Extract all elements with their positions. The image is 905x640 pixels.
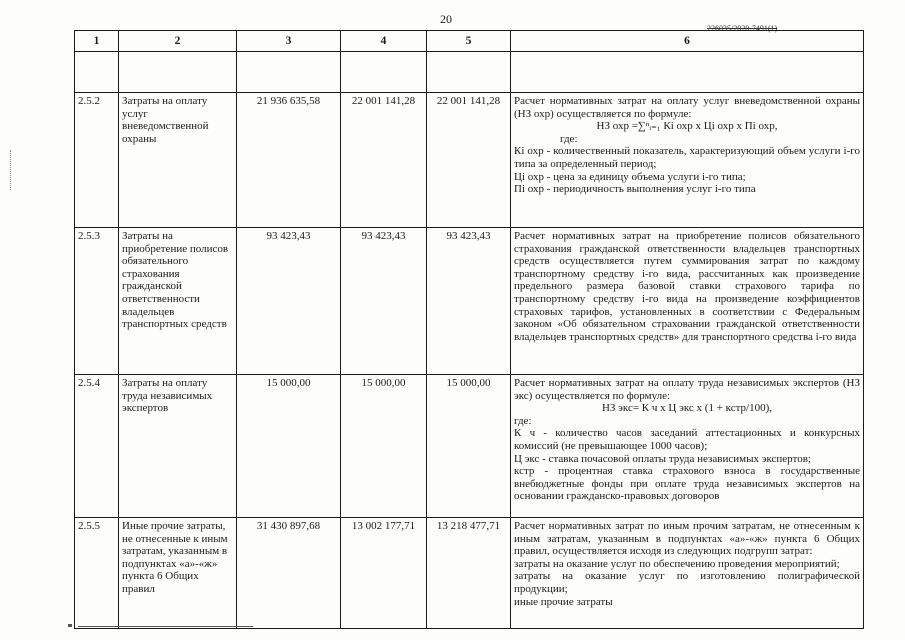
header-col-1: 1 <box>75 31 119 52</box>
header-col-4: 4 <box>341 31 427 52</box>
table-row <box>75 375 864 518</box>
description-item: Цi охр - цена за единицу объема услуги i-го типа; <box>514 170 746 183</box>
scan-margin-marks <box>10 150 13 190</box>
row-value-1: 93 423,43 <box>237 228 341 375</box>
row-name: Затраты на оплату труда независимых экспертов <box>119 375 237 518</box>
expenses-table <box>74 30 864 629</box>
header-col-3: 3 <box>237 31 341 52</box>
row-description <box>511 93 864 228</box>
description-intro: Расчет нормативных затрат по иным прочим затратам, не отнесенным к иным затратам, указанным в подпунктах «а»-«ж» пункта 6 Общих правил, осуществляется исходя из следующих подгрупп затрат: <box>514 520 860 558</box>
footnote-rule <box>78 626 253 627</box>
description-item: иные прочие затраты <box>514 595 613 608</box>
row-description <box>511 518 864 629</box>
description-formula: НЗ экс= К ч х Ц экс х (1 + кстр/100), <box>601 402 773 415</box>
row-name: Затраты на приобретение полисов обязательного страхования гражданской ответственности владельцев транспортных средств <box>119 228 237 375</box>
row-code: 2.5.4 <box>75 375 119 518</box>
description-item: затраты на оказание услуг по изготовлению полиграфической продукции; <box>514 570 860 595</box>
description-item: затраты на оказание услуг по обеспечению проведения мероприятий; <box>514 557 840 570</box>
description-intro: Расчет нормативных затрат на оплату труда независимых экспертов (НЗ экс) осуществляется по формуле: <box>514 377 860 402</box>
row-code: 2.5.5 <box>75 518 119 629</box>
row-value-1: 21 936 635,58 <box>237 93 341 228</box>
document-id: 226035/2020-7491(1) <box>707 24 778 33</box>
header-row <box>75 31 864 52</box>
header-col-5: 5 <box>427 31 511 52</box>
table-row <box>75 228 864 375</box>
page-number: 20 <box>440 12 452 26</box>
description-intro: Расчет нормативных затрат на приобретение полисов обязательного страхования гражданской ответственности владельцев транспортных средств осуществляется путем суммирования затрат по каждому транспортному средству i-го вида, рассчитанных как произведение предельного размера базовой ставки страхового тарифа по транспортному средству i-го вида на произведение коэффициентов страховых тарифов, установленных в соответствии с Федеральным законом «Об обязательном страховании гражданской ответственности владельцев транспортных средств» для транспортного средства i-го вида <box>514 230 860 343</box>
row-value-2: 22 001 141,28 <box>341 93 427 228</box>
row-value-2: 13 002 177,71 <box>341 518 427 629</box>
row-description <box>511 375 864 518</box>
description-formula: НЗ охр =∑ⁿᵢ₌₁ Кi охр х Цi охр х Пi охр, <box>596 120 778 133</box>
description-item: К ч - количество часов заседаний аттестационных и конкурсных комиссий (не превышающее 1000 часов); <box>514 427 860 452</box>
scan-artifact <box>68 624 72 627</box>
row-value-1: 15 000,00 <box>237 375 341 518</box>
description-item: Кi охр - количественный показатель, характеризующий объем услуги i-го типа за определенный период; <box>514 145 860 170</box>
description-where: где: <box>514 414 532 427</box>
description-where: где: <box>560 132 578 145</box>
row-value-1: 31 430 897,68 <box>237 518 341 629</box>
row-value-3: 13 218 477,71 <box>427 518 511 629</box>
description-item: Пi охр - периодичность выполнения услуг i-го типа <box>514 183 756 196</box>
row-name: Затраты на оплату услуг вневедомственной охраны <box>119 93 237 228</box>
row-value-3: 93 423,43 <box>427 228 511 375</box>
table-row <box>75 93 864 228</box>
row-description <box>511 228 864 375</box>
row-name: Иные прочие затраты, не отнесенные к иным затратам, указанным в подпунктах «а»-«ж» пункта 6 Общих правил <box>119 518 237 629</box>
row-code: 2.5.3 <box>75 228 119 375</box>
row-value-3: 15 000,00 <box>427 375 511 518</box>
description-item: кстр - процентная ставка страхового взноса в государственные внебюджетные фонды при оплате труда независимых экспертов на основании гражданско-правовых договоров <box>514 465 860 503</box>
row-value-2: 15 000,00 <box>341 375 427 518</box>
header-col-6: 6 <box>511 31 864 52</box>
header-col-2: 2 <box>119 31 237 52</box>
row-value-2: 93 423,43 <box>341 228 427 375</box>
description-intro: Расчет нормативных затрат на оплату услуг вневедомственной охраны (НЗ охр) осуществляется по формуле: <box>514 95 860 120</box>
row-value-3: 22 001 141,28 <box>427 93 511 228</box>
row-code: 2.5.2 <box>75 93 119 228</box>
table-row <box>75 518 864 629</box>
description-item: Ц экс - ставка почасовой оплаты труда независимых экспертов; <box>514 452 811 465</box>
spacer-row <box>75 52 864 93</box>
